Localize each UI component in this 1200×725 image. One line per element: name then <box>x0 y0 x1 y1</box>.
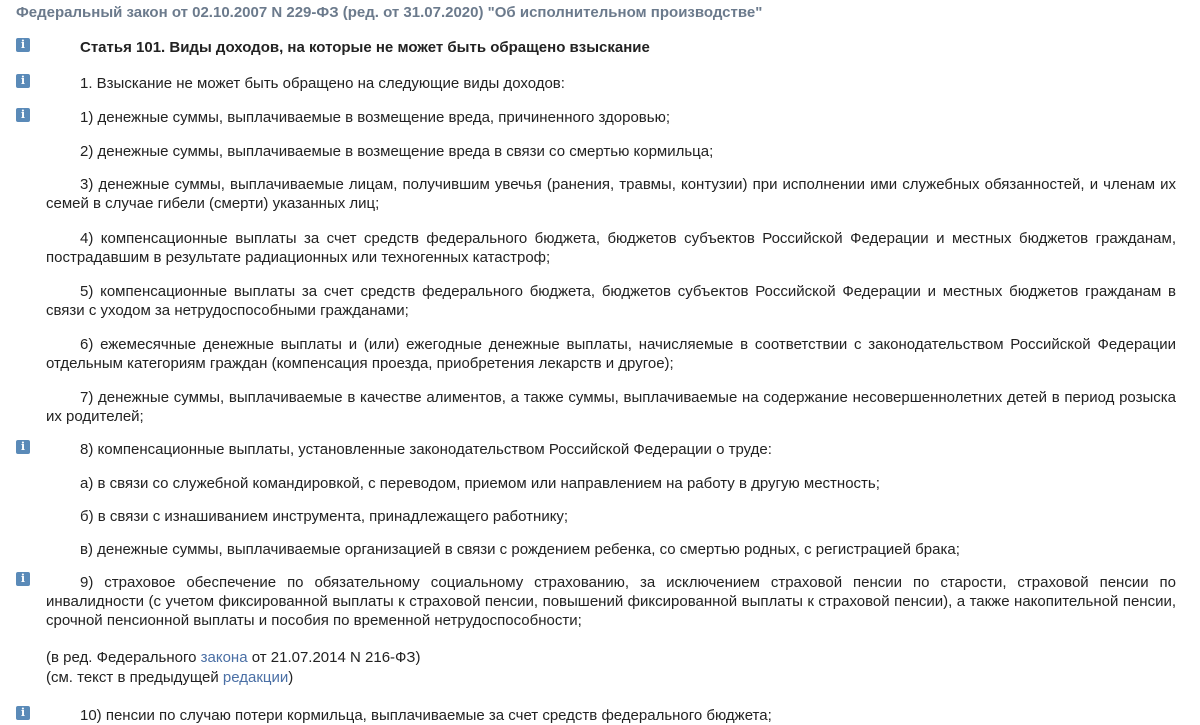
info-icon[interactable]: i <box>16 74 30 88</box>
note-line2-suffix: ) <box>288 669 294 686</box>
note-suffix: от 21.07.2014 N 216-ФЗ) <box>247 649 421 666</box>
list-item: 2) денежные суммы, выплачиваемые в возмещение вреда в связи со смертью кормильца; <box>80 143 714 160</box>
list-item: 10) пенсии по случаю потери кормильца, выплачиваемые за счет средств федерального бюджета; <box>80 707 772 724</box>
list-item: в) денежные суммы, выплачиваемые организацией в связи с рождением ребенка, со смертью родных, с регистрацией брака; <box>80 541 960 558</box>
info-icon[interactable]: i <box>16 38 30 52</box>
article-title: Статья 101. Виды доходов, на которые не может быть обращено взыскание <box>80 39 650 56</box>
note-prefix: (в ред. Федерального <box>46 649 201 666</box>
document-header: Федеральный закон от 02.10.2007 N 229-ФЗ (ред. от 31.07.2020) "Об исполнительном производстве" <box>16 4 763 21</box>
list-item: 9) страховое обеспечение по обязательному социальному страхованию, за исключением страховой пенсии по старости, страховой пенсии по инвалидности (с учетом фиксированной выплаты к страховой пенсии, повышений фиксированной выплаты к страховой пенсии), а также накопительной пенсии, срочной пенсионной выплаты и пособия по временной нетрудоспособности; <box>46 574 1176 629</box>
list-item: 6) ежемесячные денежные выплаты и (или) ежегодные денежные выплаты, начисляемые в соответствии с законодательством Российской Федерации отдельным категориям граждан (компенсация проезда, приобретения лекарств и другое); <box>46 336 1176 372</box>
info-icon[interactable]: i <box>16 706 30 720</box>
list-item: 1) денежные суммы, выплачиваемые в возмещение вреда, причиненного здоровью; <box>80 109 670 126</box>
previous-edition-note <box>46 668 1176 687</box>
note-line2-prefix: (см. текст в предыдущей <box>46 669 223 686</box>
list-item: а) в связи со служебной командировкой, с переводом, приемом или направлением на работу в другую местность; <box>80 475 880 492</box>
edition-link[interactable]: редакции <box>222 669 289 686</box>
list-item: 5) компенсационные выплаты за счет средств федерального бюджета, бюджетов субъектов Российской Федерации и местных бюджетов гражданам в связи с уходом за нетрудоспособными гражданами; <box>46 283 1176 319</box>
amendment-note <box>46 648 1176 667</box>
law-link[interactable]: закона <box>200 649 248 666</box>
info-icon[interactable]: i <box>16 440 30 454</box>
list-item: 4) компенсационные выплаты за счет средств федерального бюджета, бюджетов субъектов Российской Федерации и местных бюджетов гражданам, пострадавшим в результате радиационных или техногенных катастроф; <box>46 230 1176 266</box>
info-icon[interactable]: i <box>16 572 30 586</box>
list-item: 3) денежные суммы, выплачиваемые лицам, получившим увечья (ранения, травмы, контузии) при исполнении ими служебных обязанностей, и членам их семей в случае гибели (смерти) указанных лиц; <box>46 176 1176 212</box>
list-item: б) в связи с изнашиванием инструмента, принадлежащего работнику; <box>80 508 569 525</box>
list-item: 7) денежные суммы, выплачиваемые в качестве алиментов, а также суммы, выплачиваемые на содержание несовершеннолетних детей в период розыска их родителей; <box>46 389 1176 425</box>
list-item: 8) компенсационные выплаты, установленные законодательством Российской Федерации о труде: <box>80 441 772 458</box>
article-intro: 1. Взыскание не может быть обращено на следующие виды доходов: <box>80 75 565 92</box>
info-icon[interactable]: i <box>16 108 30 122</box>
